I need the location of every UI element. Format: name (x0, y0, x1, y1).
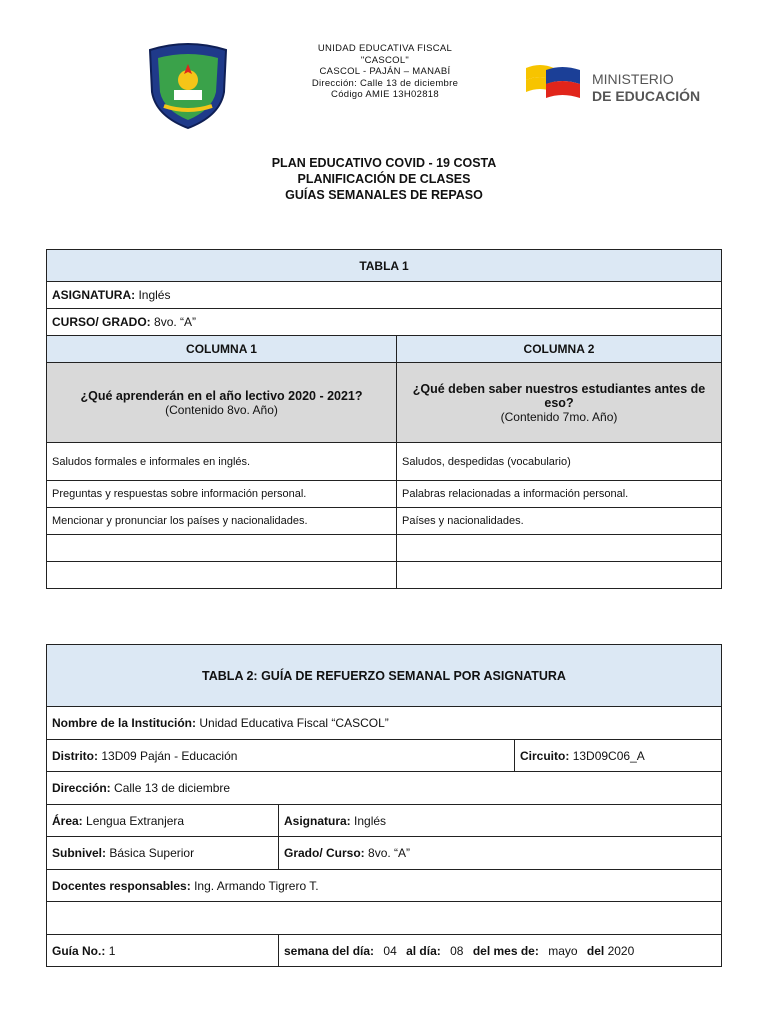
direccion-label: Dirección: (52, 781, 111, 795)
subnivel-value: Básica Superior (109, 846, 195, 860)
ministry-flag-logo (524, 62, 704, 110)
institucion-row (47, 707, 722, 740)
column-1-question-cell (47, 363, 397, 443)
curso-label: CURSO/ GRADO: (52, 315, 151, 329)
asignatura-value: Inglés (138, 288, 171, 302)
column-2-cell: Palabras relacionadas a información personal. (397, 481, 722, 508)
grado-value: 8vo. “A” (368, 846, 411, 860)
institucion-value: Unidad Educativa Fiscal “CASCOL” (199, 716, 389, 730)
asignatura-row (47, 282, 722, 309)
column-1-header: COLUMNA 1 (47, 336, 397, 363)
school-info (270, 43, 500, 101)
institucion-label: Nombre de la Institución: (52, 716, 197, 730)
docentes-value: Ing. Armando Tigrero T. (194, 878, 319, 893)
document-header (0, 0, 768, 140)
column-2-question: ¿Qué deben saber nuestros estudiantes antes de eso? (412, 381, 706, 410)
subnivel-cell (47, 837, 279, 870)
table-row (47, 443, 722, 481)
table-row (47, 508, 722, 535)
column-1-subtitle: (Contenido 8vo. Año) (165, 402, 278, 417)
distrito-cell (47, 740, 515, 772)
subnivel-label: Subnivel: (52, 846, 107, 860)
guia-label: Guía No.: (52, 943, 106, 958)
grado-label: Grado/ Curso: (284, 846, 365, 860)
anio-value: 2020 (607, 943, 635, 958)
table-1 (46, 249, 722, 589)
title-line: PLAN EDUCATIVO COVID - 19 COSTA (271, 156, 497, 170)
table-1-title: TABLA 1 (47, 250, 722, 282)
table-2-title: TABLA 2: GUÍA DE REFUERZO SEMANAL POR ASIGNATURA (47, 645, 722, 707)
document-titles (0, 155, 768, 203)
direccion-value: Calle 13 de diciembre (114, 781, 231, 795)
table-2 (46, 644, 722, 967)
column-2-question-cell (397, 363, 722, 443)
curso-value: 8vo. “A” (154, 315, 197, 329)
direccion-row (47, 772, 722, 805)
title-line: PLANIFICACIÓN DE CLASES (297, 172, 471, 186)
column-1-question: ¿Qué aprenderán en el año lectivo 2020 - 2021? (80, 388, 363, 403)
column-2-cell: Saludos, despedidas (vocabulario) (397, 443, 722, 481)
school-shield-logo (146, 42, 230, 130)
distrito-label: Distrito: (52, 748, 98, 763)
curso-row (47, 309, 722, 336)
grado-cell (279, 837, 722, 870)
school-line: UNIDAD EDUCATIVA FISCAL (317, 43, 453, 54)
circuito-label: Circuito: (520, 748, 570, 763)
semana-label: semana del día: (284, 943, 375, 958)
school-line: "CASCOL" (360, 54, 410, 66)
column-2-subtitle: (Contenido 7mo. Año) (500, 409, 618, 424)
column-2-cell (397, 535, 722, 562)
school-line: Dirección: Calle 13 de diciembre (311, 77, 459, 89)
column-2-cell: Países y nacionalidades. (397, 508, 722, 535)
asignatura-label: Asignatura: (284, 813, 351, 828)
asignatura-label: ASIGNATURA: (52, 288, 136, 302)
school-line: CASCOL - PAJÁN – MANABÍ (319, 66, 451, 77)
area-cell (47, 805, 279, 837)
mes-value: mayo (548, 943, 578, 958)
empty-row (47, 902, 722, 935)
area-label: Área: (52, 813, 83, 828)
asignatura-value: Inglés (354, 813, 387, 828)
docentes-label: Docentes responsables: (52, 878, 191, 893)
guia-value: 1 (108, 943, 116, 958)
area-value: Lengua Extranjera (86, 813, 185, 828)
asignatura-cell (279, 805, 722, 837)
docentes-row (47, 870, 722, 902)
semana-value: 04 (383, 943, 397, 958)
anio-label: del (586, 943, 605, 958)
column-2-cell (397, 562, 722, 589)
column-1-cell: Saludos formales e informales en inglés. (47, 443, 397, 481)
al-dia-label: al día: (406, 943, 441, 958)
circuito-value: 13D09C06_A (572, 748, 645, 763)
table-row (47, 535, 722, 562)
column-2-header: COLUMNA 2 (397, 336, 722, 363)
table-row (47, 562, 722, 589)
guia-cell (47, 935, 279, 967)
circuito-cell (515, 740, 722, 772)
distrito-value: 13D09 Paján - Educación (101, 748, 238, 763)
column-1-cell: Mencionar y pronunciar los países y nacionalidades. (47, 508, 397, 535)
mes-label: del mes de: (472, 943, 539, 958)
school-line: Código AMIE 13H02818 (331, 89, 439, 100)
svg-text:MINISTERIO: MINISTERIO (592, 71, 674, 87)
table-row (47, 481, 722, 508)
al-dia-value: 08 (450, 943, 464, 958)
semana-cell (279, 935, 722, 967)
title-line: GUÍAS SEMANALES DE REPASO (285, 188, 483, 202)
column-1-cell (47, 562, 397, 589)
svg-text:DE EDUCACIÓN: DE EDUCACIÓN (592, 88, 701, 104)
column-1-cell: Preguntas y respuestas sobre información personal. (47, 481, 397, 508)
column-1-cell (47, 535, 397, 562)
